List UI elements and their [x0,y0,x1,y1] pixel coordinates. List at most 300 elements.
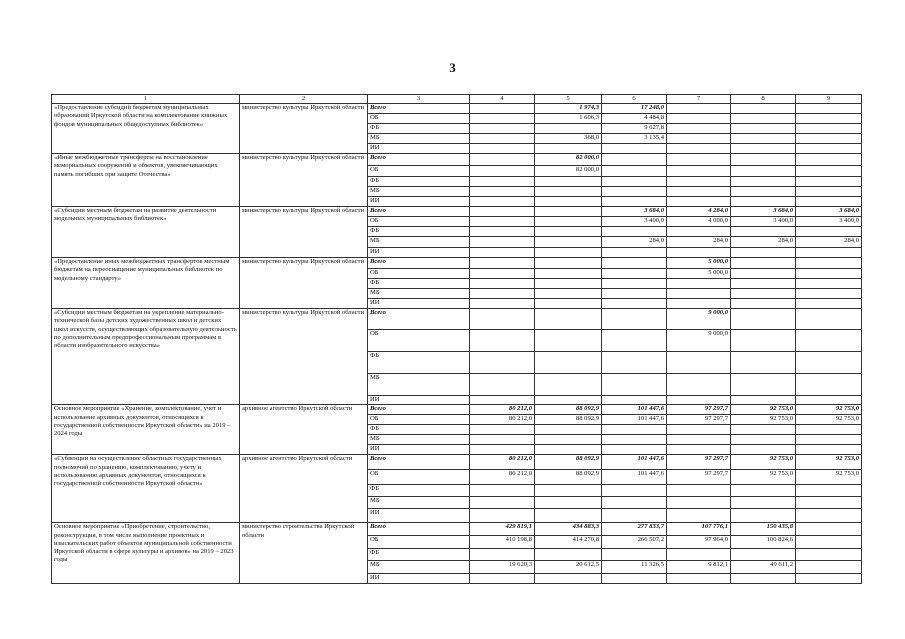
funding-source: Всего [368,523,470,536]
funding-source: ИИ [368,509,470,523]
amount-cell: 5 000,0 [667,269,731,279]
amount-cell [470,227,535,237]
amount-cell [667,279,731,289]
funding-source: ОБ [368,415,470,425]
amount-cell [796,289,862,299]
amount-cell [667,134,731,144]
amount-cell: 88 092,9 [535,455,602,470]
amount-cell [470,425,535,435]
amount-cell: 80 212,0 [470,455,535,470]
amount-cell: 80 212,0 [470,470,535,485]
responsible-executor: министерство культуры Иркутской области [240,309,368,405]
amount-cell [796,374,862,396]
amount-cell [470,207,535,217]
funding-source: Всего [368,258,470,269]
amount-cell: 100 824,6 [731,536,796,549]
funding-source: ИИ [368,445,470,455]
amount-cell [731,309,796,330]
amount-cell [535,309,602,330]
amount-cell [470,352,535,374]
funding-source: ИИ [368,197,470,207]
activity-name: «Иные межбюджетные трансферты на восстановление мемориальных сооружений и объектов, увековечивающих память погибших при защите Отечества» [52,154,240,207]
funding-source: Всего [368,309,470,330]
responsible-executor: министерство культуры Иркутской области [240,207,368,258]
amount-cell [796,134,862,144]
amount-cell: 88 092,9 [535,470,602,485]
amount-cell: 4 000,0 [667,217,731,227]
amount-cell [796,197,862,207]
amount-cell [731,352,796,374]
amount-cell [796,523,862,536]
amount-cell [535,374,602,396]
amount-cell [535,574,602,584]
column-header: 4 [470,95,535,104]
amount-cell: 3 400,0 [731,217,796,227]
amount-cell [796,497,862,509]
amount-cell [602,154,667,166]
amount-cell [731,435,796,445]
amount-cell [602,485,667,497]
amount-cell [796,166,862,177]
amount-cell [667,445,731,455]
amount-cell [796,309,862,330]
activity-name: «Субсидии местным бюджетам на укрепление материально-технической базы детских художественных школ и детских школ искусств, осуществляющих образовательную деятельность по дополнительным предпрофессиональным программам в области изобразительного искусства» [52,309,240,405]
amount-cell [470,114,535,124]
amount-cell [796,396,862,405]
amount-cell [667,299,731,309]
amount-cell: 92 753,0 [731,415,796,425]
amount-cell [731,154,796,166]
column-header: 2 [240,95,368,104]
amount-cell [470,574,535,584]
amount-cell [602,497,667,509]
amount-cell [667,425,731,435]
amount-cell [535,187,602,197]
amount-cell [535,279,602,289]
responsible-executor: министерство строительства Иркутской области [240,523,368,584]
amount-cell [602,187,667,197]
amount-cell: 277 833,7 [602,523,667,536]
responsible-executor: архивное агентство Иркутской области [240,405,368,455]
amount-cell [667,574,731,584]
funding-source: МБ [368,561,470,574]
amount-cell: 80 212,0 [470,405,535,415]
amount-cell [796,258,862,269]
amount-cell [602,299,667,309]
amount-cell: 101 447,6 [602,415,667,425]
amount-cell [535,549,602,561]
activity-name: «Субсидии местным бюджетам на развитие деятельности модельных муниципальных библиотек» [52,207,240,258]
amount-cell [535,269,602,279]
amount-cell [667,352,731,374]
funding-source: ОБ [368,114,470,124]
amount-cell [731,227,796,237]
amount-cell [731,104,796,114]
amount-cell [602,279,667,289]
amount-cell [602,425,667,435]
amount-cell [602,166,667,177]
amount-cell: 97 297,7 [667,470,731,485]
amount-cell [796,561,862,574]
amount-cell [535,217,602,227]
amount-cell [731,374,796,396]
amount-cell [731,330,796,352]
amount-cell [796,154,862,166]
funding-source: ОБ [368,217,470,227]
amount-cell: 17 248,0 [602,104,667,114]
amount-cell [602,227,667,237]
amount-cell [667,509,731,523]
amount-cell [470,497,535,509]
amount-cell: 101 447,6 [602,405,667,415]
amount-cell: 1 974,3 [535,104,602,114]
funding-source: МБ [368,187,470,197]
amount-cell [535,144,602,154]
amount-cell [796,114,862,124]
amount-cell [796,425,862,435]
amount-cell: 9 812,1 [667,561,731,574]
amount-cell: 3 400,0 [796,217,862,227]
amount-cell [470,309,535,330]
column-header: 6 [602,95,667,104]
amount-cell [470,248,535,258]
funding-source: Всего [368,207,470,217]
funding-source: МБ [368,374,470,396]
amount-cell: 88 092,9 [535,405,602,415]
responsible-executor: министерство культуры Иркутской области [240,258,368,309]
amount-cell [470,124,535,134]
amount-cell [731,445,796,455]
amount-cell [470,258,535,269]
table-row [52,309,862,330]
funding-source: МБ [368,435,470,445]
activity-name: Основное мероприятие «Приобретение, строительство, реконструкция, в том числе выполнение проектных и изыскательских работ объектов муниципальной собственности Иркутской области в сфере культуры и архивов» на 2019 – 2023 годы [52,523,240,584]
amount-cell [731,144,796,154]
table-row [52,258,862,269]
amount-cell [667,124,731,134]
amount-cell [731,497,796,509]
amount-cell [602,352,667,374]
amount-cell [602,309,667,330]
funding-source: ИИ [368,144,470,154]
amount-cell [470,509,535,523]
amount-cell: 101 447,6 [602,455,667,470]
amount-cell [731,549,796,561]
amount-cell [667,197,731,207]
funding-source: ИИ [368,299,470,309]
amount-cell [602,330,667,352]
amount-cell: 97 297,7 [667,455,731,470]
amount-cell: 9 000,0 [667,330,731,352]
amount-cell: 3 400,0 [602,217,667,227]
amount-cell [602,177,667,187]
amount-cell [731,299,796,309]
amount-cell [796,509,862,523]
amount-cell [731,258,796,269]
amount-cell [535,425,602,435]
amount-cell [796,124,862,134]
amount-cell [470,330,535,352]
funding-source: Всего [368,455,470,470]
funding-source: ФБ [368,177,470,187]
amount-cell [535,330,602,352]
amount-cell: 3 684,0 [796,207,862,217]
amount-cell [796,187,862,197]
column-header: 7 [667,95,731,104]
amount-cell [602,445,667,455]
amount-cell [796,330,862,352]
amount-cell [731,269,796,279]
amount-cell: 150 435,8 [731,523,796,536]
funding-source: ОБ [368,166,470,177]
amount-cell [731,425,796,435]
amount-cell: 1 606,3 [535,114,602,124]
amount-cell [667,435,731,445]
amount-cell [535,299,602,309]
amount-cell: 92 753,0 [796,470,862,485]
amount-cell [731,166,796,177]
amount-cell [602,549,667,561]
funding-source: МБ [368,289,470,299]
amount-cell [535,177,602,187]
amount-cell: 92 753,0 [796,415,862,425]
amount-cell [602,574,667,584]
table-row [52,405,862,415]
amount-cell [535,289,602,299]
amount-cell: 9 000,0 [667,309,731,330]
amount-cell [602,144,667,154]
amount-cell: 4 484,8 [602,114,667,124]
amount-cell [731,289,796,299]
amount-cell: 3 684,0 [731,207,796,217]
amount-cell [470,166,535,177]
amount-cell [470,144,535,154]
amount-cell [470,237,535,248]
amount-cell: 3 684,0 [602,207,667,217]
amount-cell [535,197,602,207]
amount-cell: 5 000,0 [667,258,731,269]
amount-cell: 92 753,0 [796,455,862,470]
responsible-executor: архивное агентство Иркутской области [240,455,368,523]
funding-source: ФБ [368,352,470,374]
amount-cell [470,279,535,289]
amount-cell [470,217,535,227]
amount-cell [535,227,602,237]
amount-cell [667,248,731,258]
amount-cell [470,374,535,396]
amount-cell: 11 326,5 [602,561,667,574]
amount-cell [535,258,602,269]
funding-source: ФБ [368,549,470,561]
amount-cell [796,445,862,455]
amount-cell: 101 447,6 [602,470,667,485]
amount-cell [796,574,862,584]
amount-cell: 284,0 [602,237,667,248]
amount-cell: 410 198,8 [470,536,535,549]
amount-cell [731,485,796,497]
amount-cell [667,549,731,561]
amount-cell [796,299,862,309]
amount-cell [731,279,796,289]
amount-cell [731,248,796,258]
activity-name: «Субвенции на осуществление областных государственных полномочий по хранению, комплектованию, учету и использованию архивных документов, относящихся к государственной собственности Иркутской области» [52,455,240,523]
amount-cell [667,144,731,154]
funding-source: Всего [368,154,470,166]
amount-cell [796,227,862,237]
page-number: 3 [449,60,456,75]
amount-cell [796,269,862,279]
amount-cell [470,485,535,497]
amount-cell [602,258,667,269]
table-row [52,455,862,470]
amount-cell [470,187,535,197]
amount-cell [667,154,731,166]
amount-cell [602,197,667,207]
amount-cell [796,352,862,374]
amount-cell [796,536,862,549]
amount-cell [731,396,796,405]
amount-cell [731,114,796,124]
amount-cell: 82 000,0 [535,166,602,177]
amount-cell [796,248,862,258]
amount-cell [731,574,796,584]
amount-cell: 92 753,0 [731,455,796,470]
amount-cell: 9 627,8 [602,124,667,134]
amount-cell [535,207,602,217]
funding-source: МБ [368,237,470,248]
amount-cell [602,374,667,396]
column-header: 3 [368,95,470,104]
amount-cell [731,124,796,134]
amount-cell [470,104,535,114]
amount-cell [535,248,602,258]
amount-cell [796,104,862,114]
amount-cell: 20 612,5 [535,561,602,574]
activity-name: «Предоставление иных межбюджетных трансфертов местным бюджетам на переоснащение муниципальных библиотек по модельному стандарту» [52,258,240,309]
amount-cell [535,435,602,445]
funding-source: ИИ [368,396,470,405]
amount-cell [796,435,862,445]
table-row [52,154,862,166]
funding-source: ФБ [368,425,470,435]
amount-cell: 284,0 [796,237,862,248]
amount-cell [667,374,731,396]
amount-cell: 368,0 [535,134,602,144]
amount-cell: 92 753,0 [731,470,796,485]
amount-cell [535,396,602,405]
amount-cell: 97 297,7 [667,415,731,425]
amount-cell [667,289,731,299]
table-body [52,104,862,584]
amount-cell [731,197,796,207]
funding-source: ФБ [368,279,470,289]
amount-cell: 284,0 [731,237,796,248]
amount-cell: 97 297,7 [667,405,731,415]
responsible-executor: министерство культуры Иркутской области [240,104,368,154]
column-header: 8 [731,95,796,104]
amount-cell [796,144,862,154]
amount-cell [667,396,731,405]
amount-cell: 107 776,1 [667,523,731,536]
amount-cell [470,134,535,144]
amount-cell: 80 212,0 [470,415,535,425]
funding-source: ОБ [368,536,470,549]
amount-cell [535,497,602,509]
funding-source: ФБ [368,485,470,497]
amount-cell [796,279,862,289]
amount-cell [535,485,602,497]
funding-source: ФБ [368,124,470,134]
funding-source: МБ [368,134,470,144]
amount-cell [470,445,535,455]
amount-cell [667,497,731,509]
amount-cell: 429 819,1 [470,523,535,536]
column-header: 1 [52,95,240,104]
amount-cell [602,269,667,279]
amount-cell: 414 270,8 [535,536,602,549]
amount-cell [602,435,667,445]
amount-cell [470,197,535,207]
amount-cell: 3 135,4 [602,134,667,144]
amount-cell [470,289,535,299]
column-header: 5 [535,95,602,104]
amount-cell: 88 092,9 [535,415,602,425]
amount-cell [535,445,602,455]
amount-cell [731,134,796,144]
budget-table [51,94,862,584]
amount-cell [602,289,667,299]
activity-name: «Предоставление субсидий бюджетам муниципальных образований Иркутской области на комплектование книжных фондов муниципальных общедоступных библиотек» [52,104,240,154]
amount-cell: 92 753,0 [796,405,862,415]
amount-cell [470,269,535,279]
amount-cell: 82 000,0 [535,154,602,166]
amount-cell: 97 964,0 [667,536,731,549]
responsible-executor: министерство культуры Иркутской области [240,154,368,207]
table-row [52,104,862,114]
amount-cell [470,177,535,187]
column-header: 9 [796,95,862,104]
amount-cell [470,299,535,309]
amount-cell [731,177,796,187]
amount-cell: 434 883,3 [535,523,602,536]
amount-cell [470,549,535,561]
amount-cell: 92 753,0 [731,405,796,415]
funding-source: ФБ [368,227,470,237]
amount-cell [470,396,535,405]
funding-source: ОБ [368,470,470,485]
header-row [52,95,862,104]
amount-cell: 284,0 [667,237,731,248]
amount-cell [667,227,731,237]
amount-cell [667,187,731,197]
amount-cell: 4 284,0 [667,207,731,217]
amount-cell [667,485,731,497]
funding-source: ОБ [368,330,470,352]
funding-source: Всего [368,405,470,415]
amount-cell [470,435,535,445]
amount-cell [535,237,602,248]
amount-cell [602,396,667,405]
amount-cell [731,509,796,523]
amount-cell [667,114,731,124]
funding-source: ОБ [368,269,470,279]
table-row [52,523,862,536]
amount-cell [796,549,862,561]
amount-cell [470,154,535,166]
amount-cell [602,509,667,523]
amount-cell [667,177,731,187]
amount-cell: 266 507,2 [602,536,667,549]
